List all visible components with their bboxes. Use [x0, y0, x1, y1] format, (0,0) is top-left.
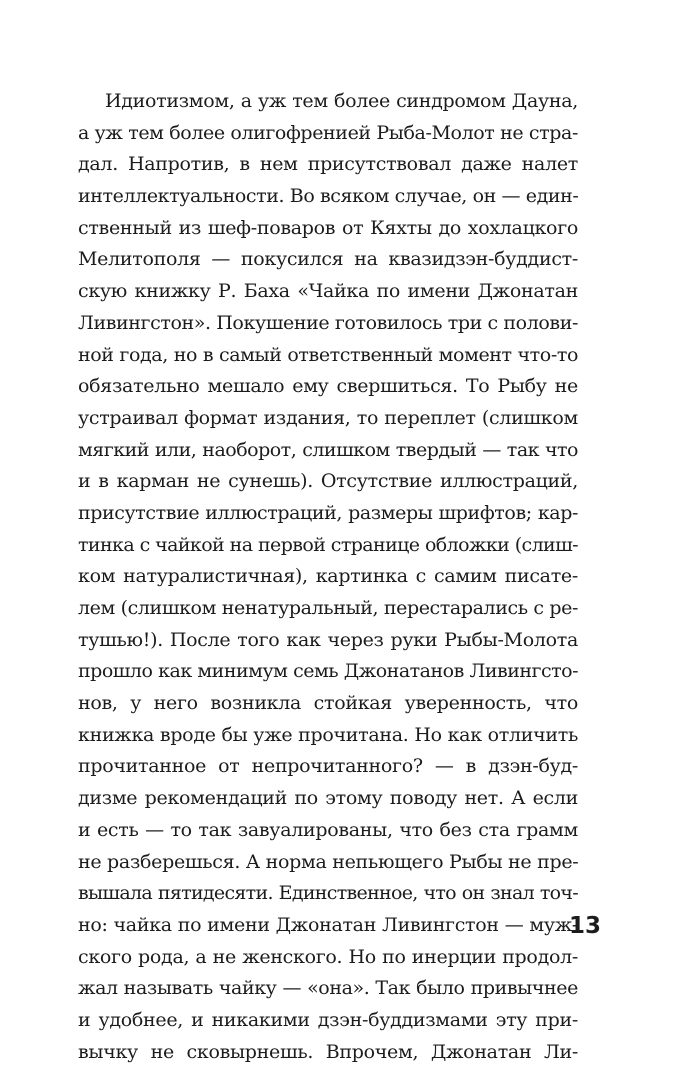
text-line: нов, у него возникла стойкая уверенность, что [78, 692, 578, 715]
text-line: ком натуралистичная), картинка с самим писате- [78, 565, 578, 588]
text-line: и удобнее, и никакими дзэн-буддизмами эту при- [78, 1008, 578, 1031]
text-line: но: чайка по имени Джонатан Ливингстон — муж- [78, 913, 578, 936]
text-line: интеллектуальности. Во всяком случае, он — един- [78, 185, 579, 208]
text-line: мягкий или, наоборот, слишком твердый — так что [78, 438, 578, 461]
text-line: ной года, но в самый ответственный момент что-то [78, 343, 578, 366]
text-line: обязательно мешало ему свершиться. То Рыбу не [78, 375, 578, 398]
text-line: скую книжку Р. Баха «Чайка по имени Джонатан [78, 280, 578, 303]
text-line: и в карман не сунешь). Отсутствие иллюстраций, [78, 470, 578, 493]
text-line: не разберешься. А норма непьющего Рыбы не пре- [78, 850, 579, 873]
text-line: дизме рекомендаций по этому поводу нет. А если [78, 787, 578, 810]
text-line: и есть — то так завуалированы, что без ста грамм [78, 818, 578, 841]
body-text [78, 86, 578, 1068]
text-line: устраивал формат издания, то переплет (слишком [78, 406, 578, 429]
page-number: 13 [569, 913, 602, 939]
text-line: вышала пятидесяти. Единственное, что он знал точ- [78, 882, 578, 905]
text-line: вычку не сковырнешь. Впрочем, Джонатан Ли- [78, 1040, 578, 1063]
text-line: жал называть чайку — «она». Так было привычнее [78, 977, 578, 1000]
text-line: прочитанное от непрочитанного? — в дзэн-буд- [78, 755, 578, 778]
text-line: лем (слишком ненатуральный, перестарались с ре- [78, 597, 578, 619]
text-line: дал. Напротив, в нем присутствовал даже налет [78, 153, 578, 176]
text-line: Ливингстон». Покушение готовилось три с полови- [78, 311, 578, 334]
text-line: присутствие иллюстраций, размеры шрифтов; кар- [78, 501, 578, 524]
text-line: а уж тем более олигофренией Рыба-Молот не стра- [78, 121, 578, 144]
text-line: прошло как минимум семь Джонатанов Ливингсто- [78, 660, 578, 683]
text-line: ского рода, а не женского. Но по инерции продол- [78, 945, 578, 968]
text-line: ственный из шеф-поваров от Кяхты до хохлацкого [78, 216, 578, 239]
text-line: Мелитополя — покусился на квазидзэн-буддист- [78, 248, 578, 271]
text-line: тинка с чайкой на первой странице обложки (слиш- [78, 533, 578, 556]
text-line: книжка вроде бы уже прочитана. Но как отличить [78, 723, 578, 746]
text-line: тушью!). После того как через руки Рыбы-Молота [78, 628, 578, 651]
text-line: Идиотизмом, а уж тем более синдромом Дауна, [105, 90, 578, 112]
